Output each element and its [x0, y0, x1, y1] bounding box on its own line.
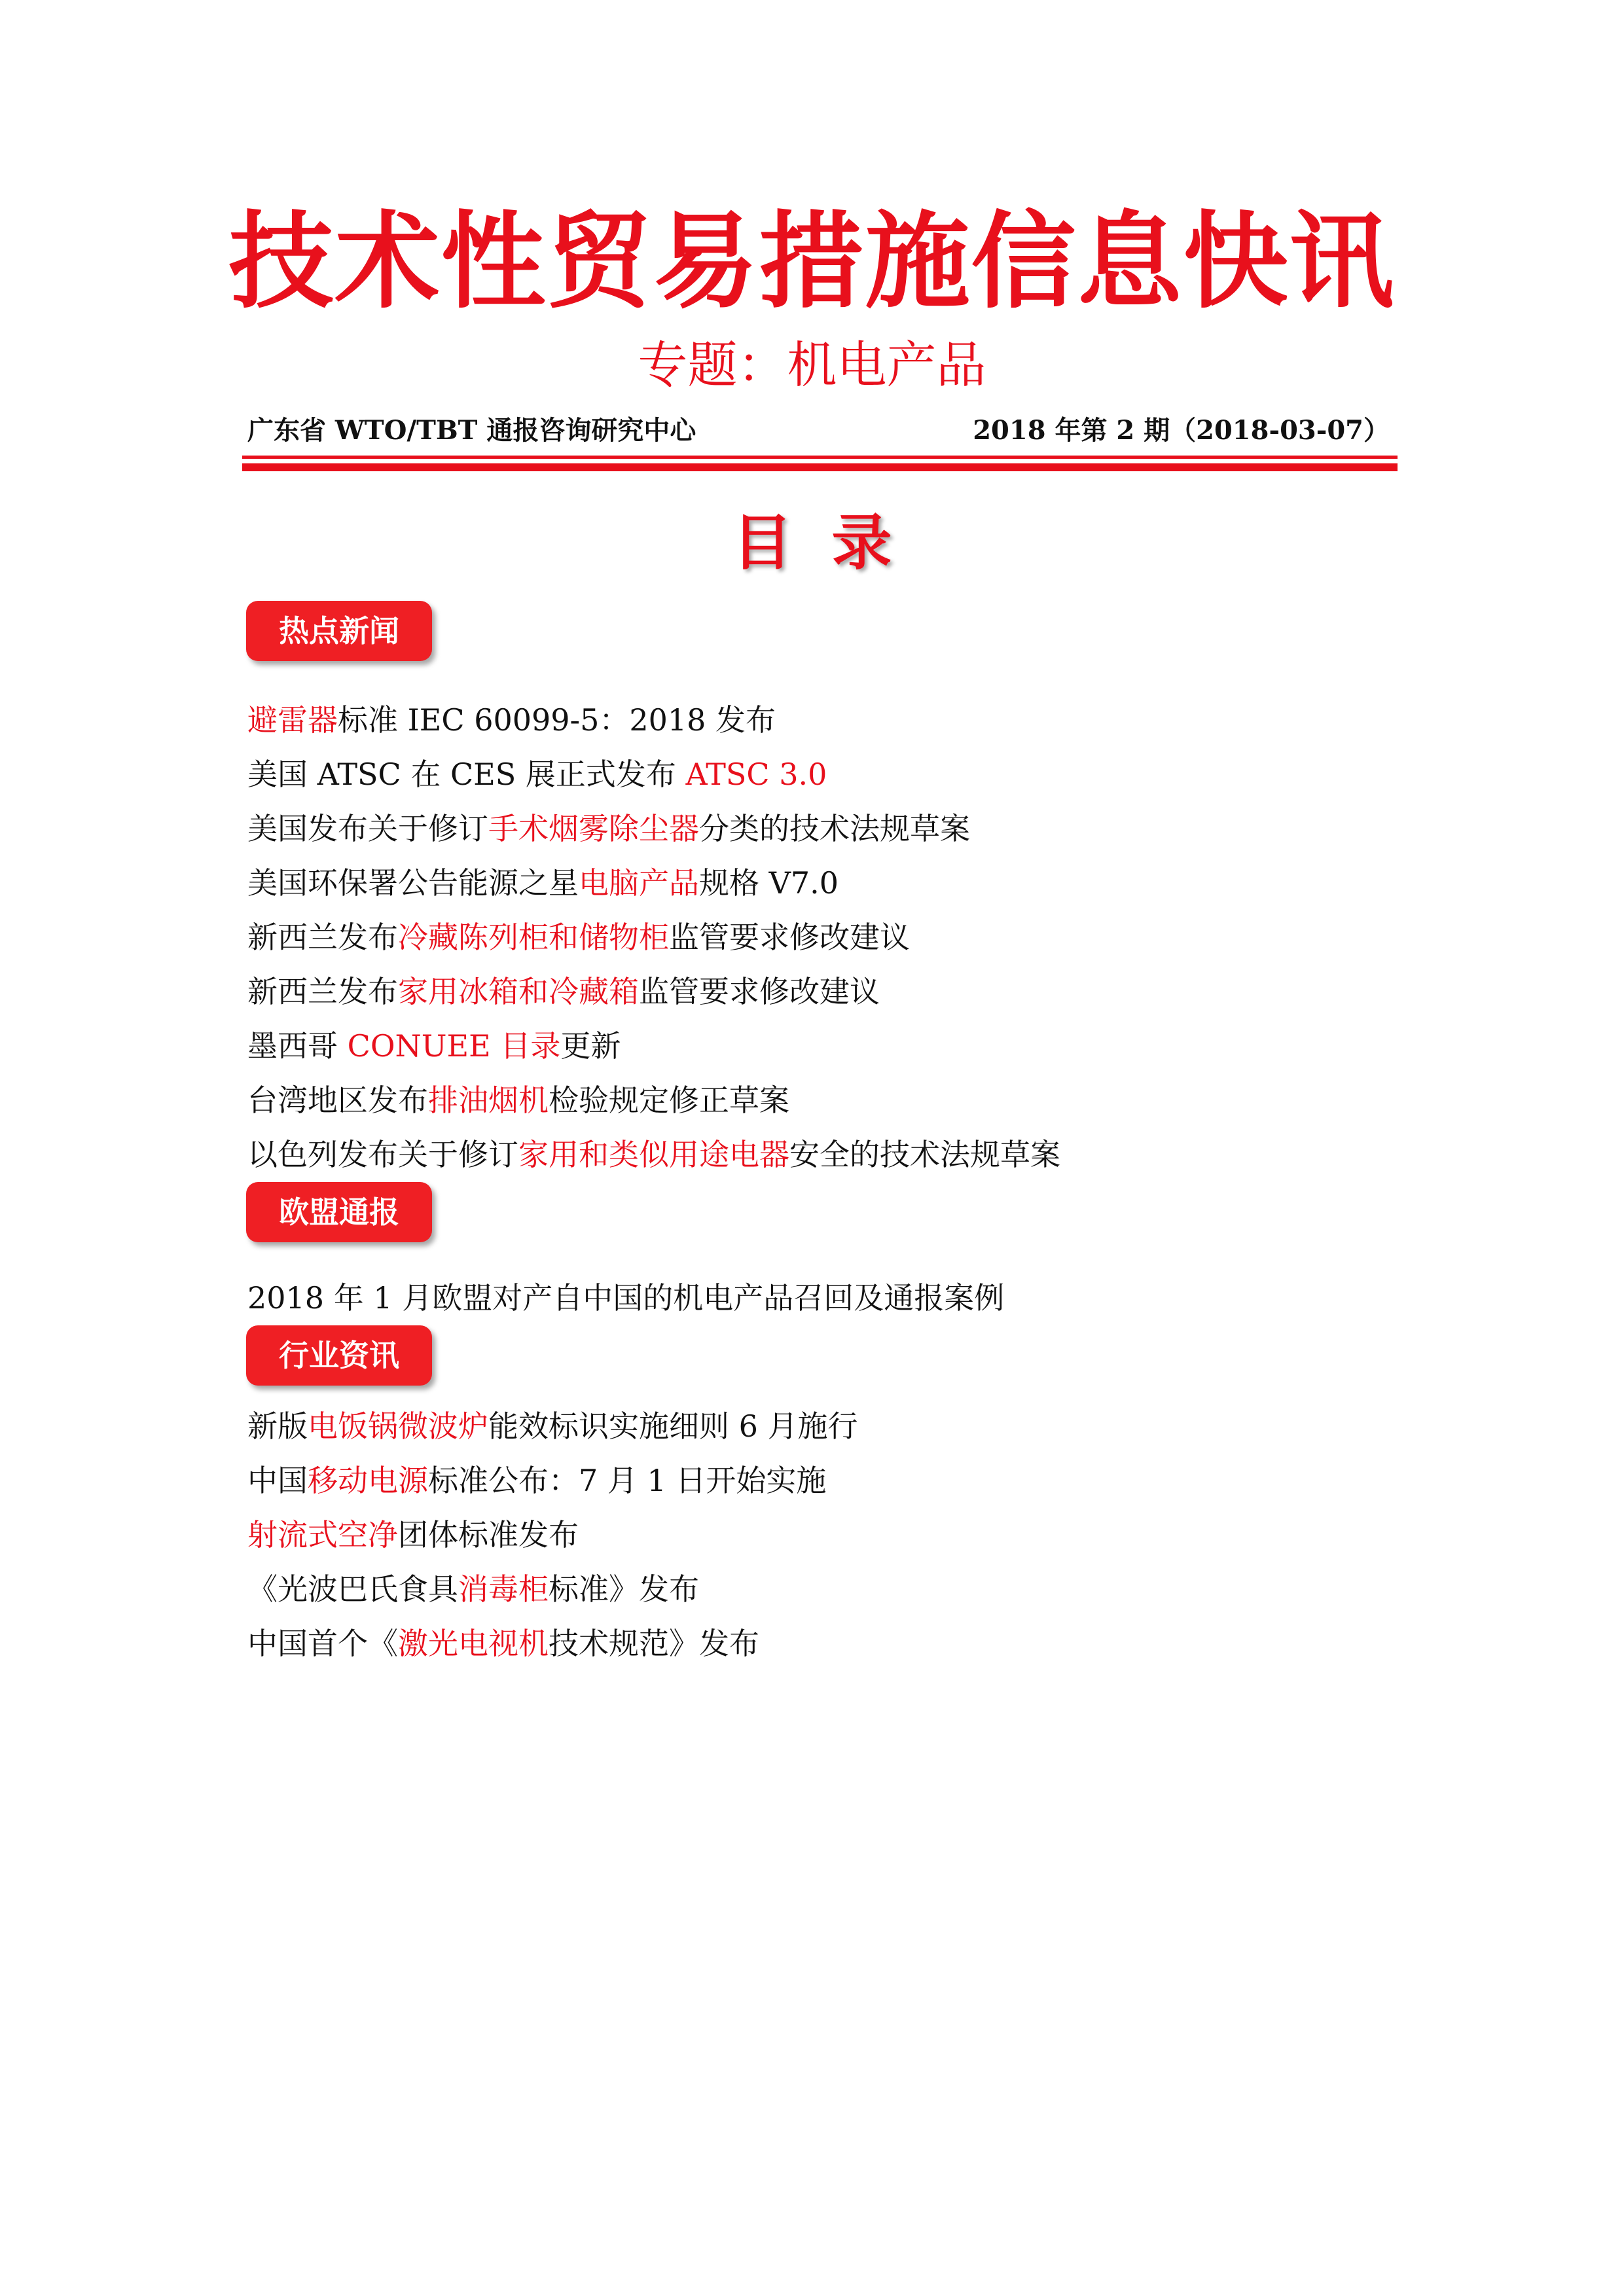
toc-item-text: 技术规范》发布	[549, 1626, 759, 1661]
toc-item[interactable]	[247, 1406, 858, 1446]
toc-item-text: 标准 IEC 60099-5：2018 发布	[338, 702, 776, 738]
toc-item-text: 新西兰发布	[247, 974, 398, 1009]
issuer-name: 广东省 WTO/TBT 通报咨询研究中心	[247, 415, 696, 446]
toc-item-text: 《光波巴氏食具	[247, 1571, 458, 1607]
toc-item-text: 美国发布关于修订	[247, 811, 488, 846]
toc-item[interactable]	[247, 1026, 621, 1066]
toc-item-text: 中国首个《	[247, 1626, 398, 1661]
toc-item-text: 标准公布：7 月 1 日开始实施	[428, 1463, 827, 1498]
toc-item-text: 检验规定修正草案	[549, 1083, 789, 1118]
toc-item-text: 安全的技术法规草案	[789, 1137, 1060, 1172]
toc-item-highlight: ATSC 3.0	[685, 757, 827, 792]
toc-item[interactable]	[247, 1080, 789, 1121]
toc-item-text: 美国 ATSC 在 CES 展正式发布	[247, 757, 686, 792]
section-badge-eu-notifications: 欧盟通报	[246, 1182, 432, 1242]
toc-item-highlight: 避雷器	[247, 702, 338, 738]
toc-item-highlight: 家用和类似用途电器	[518, 1137, 789, 1172]
toc-item-highlight: 家用冰箱和冷藏箱	[398, 974, 639, 1009]
toc-item-highlight: 冷藏陈列柜和储物柜	[398, 920, 669, 955]
section-badge-hot-news: 热点新闻	[246, 601, 432, 661]
toc-item[interactable]	[247, 1278, 1004, 1318]
toc-item-highlight: 移动电源	[308, 1463, 428, 1498]
toc-item[interactable]	[247, 808, 970, 849]
toc-item-text: 中国	[247, 1463, 308, 1498]
toc-item-text: 团体标准发布	[398, 1517, 579, 1552]
toc-item-text: 以色列发布关于修订	[247, 1137, 518, 1172]
toc-item[interactable]	[247, 863, 839, 903]
toc-item[interactable]	[247, 1134, 1060, 1175]
toc-item-text: 2018 年 1 月欧盟对产自中国的机电产品召回及通报案例	[247, 1280, 1005, 1316]
toc-item[interactable]	[247, 754, 827, 795]
toc-item-text: 分类的技术法规草案	[699, 811, 970, 846]
toc-item-text: 更新	[560, 1028, 621, 1064]
header-divider-thick	[242, 463, 1398, 471]
toc-item-text: 标准》发布	[549, 1571, 699, 1607]
toc-item[interactable]	[247, 1460, 826, 1501]
toc-item-highlight: 激光电视机	[398, 1626, 549, 1661]
toc-item-text: 监管要求修改建议	[639, 974, 880, 1009]
toc-heading: 目录	[732, 508, 931, 578]
toc-item[interactable]	[247, 1623, 759, 1664]
toc-item-highlight: CONUEE 目录	[347, 1028, 561, 1064]
toc-item[interactable]	[247, 971, 880, 1012]
issue-number-date: 2018 年第 2 期（2018-03-07）	[973, 415, 1390, 446]
toc-item[interactable]	[247, 917, 910, 958]
toc-item-text: 规格 V7.0	[699, 865, 839, 901]
newsletter-title: 技术性贸易措施信息快讯	[228, 200, 1396, 323]
toc-item-highlight: 排油烟机	[428, 1083, 549, 1118]
toc-item-text: 墨西哥	[247, 1028, 348, 1064]
topic-subtitle: 专题：机电产品	[638, 336, 986, 394]
toc-item-text: 监管要求修改建议	[669, 920, 910, 955]
header-divider-thin	[242, 456, 1398, 459]
toc-item-text: 新版	[247, 1408, 308, 1444]
toc-item-text: 美国环保署公告能源之星	[247, 865, 579, 901]
toc-item-highlight: 射流式空净	[247, 1517, 398, 1552]
toc-item-text: 能效标识实施细则 6 月施行	[488, 1408, 858, 1444]
toc-item-text: 台湾地区发布	[247, 1083, 428, 1118]
toc-item[interactable]	[247, 1515, 579, 1555]
toc-item[interactable]	[247, 700, 776, 740]
toc-item-text: 新西兰发布	[247, 920, 398, 955]
toc-item-highlight: 消毒柜	[458, 1571, 549, 1607]
section-badge-industry-news: 行业资讯	[246, 1325, 432, 1386]
toc-item[interactable]	[247, 1569, 699, 1609]
toc-item-highlight: 电脑产品	[579, 865, 699, 901]
toc-item-highlight: 电饭锅微波炉	[308, 1408, 488, 1444]
toc-item-highlight: 手术烟雾除尘器	[488, 811, 699, 846]
